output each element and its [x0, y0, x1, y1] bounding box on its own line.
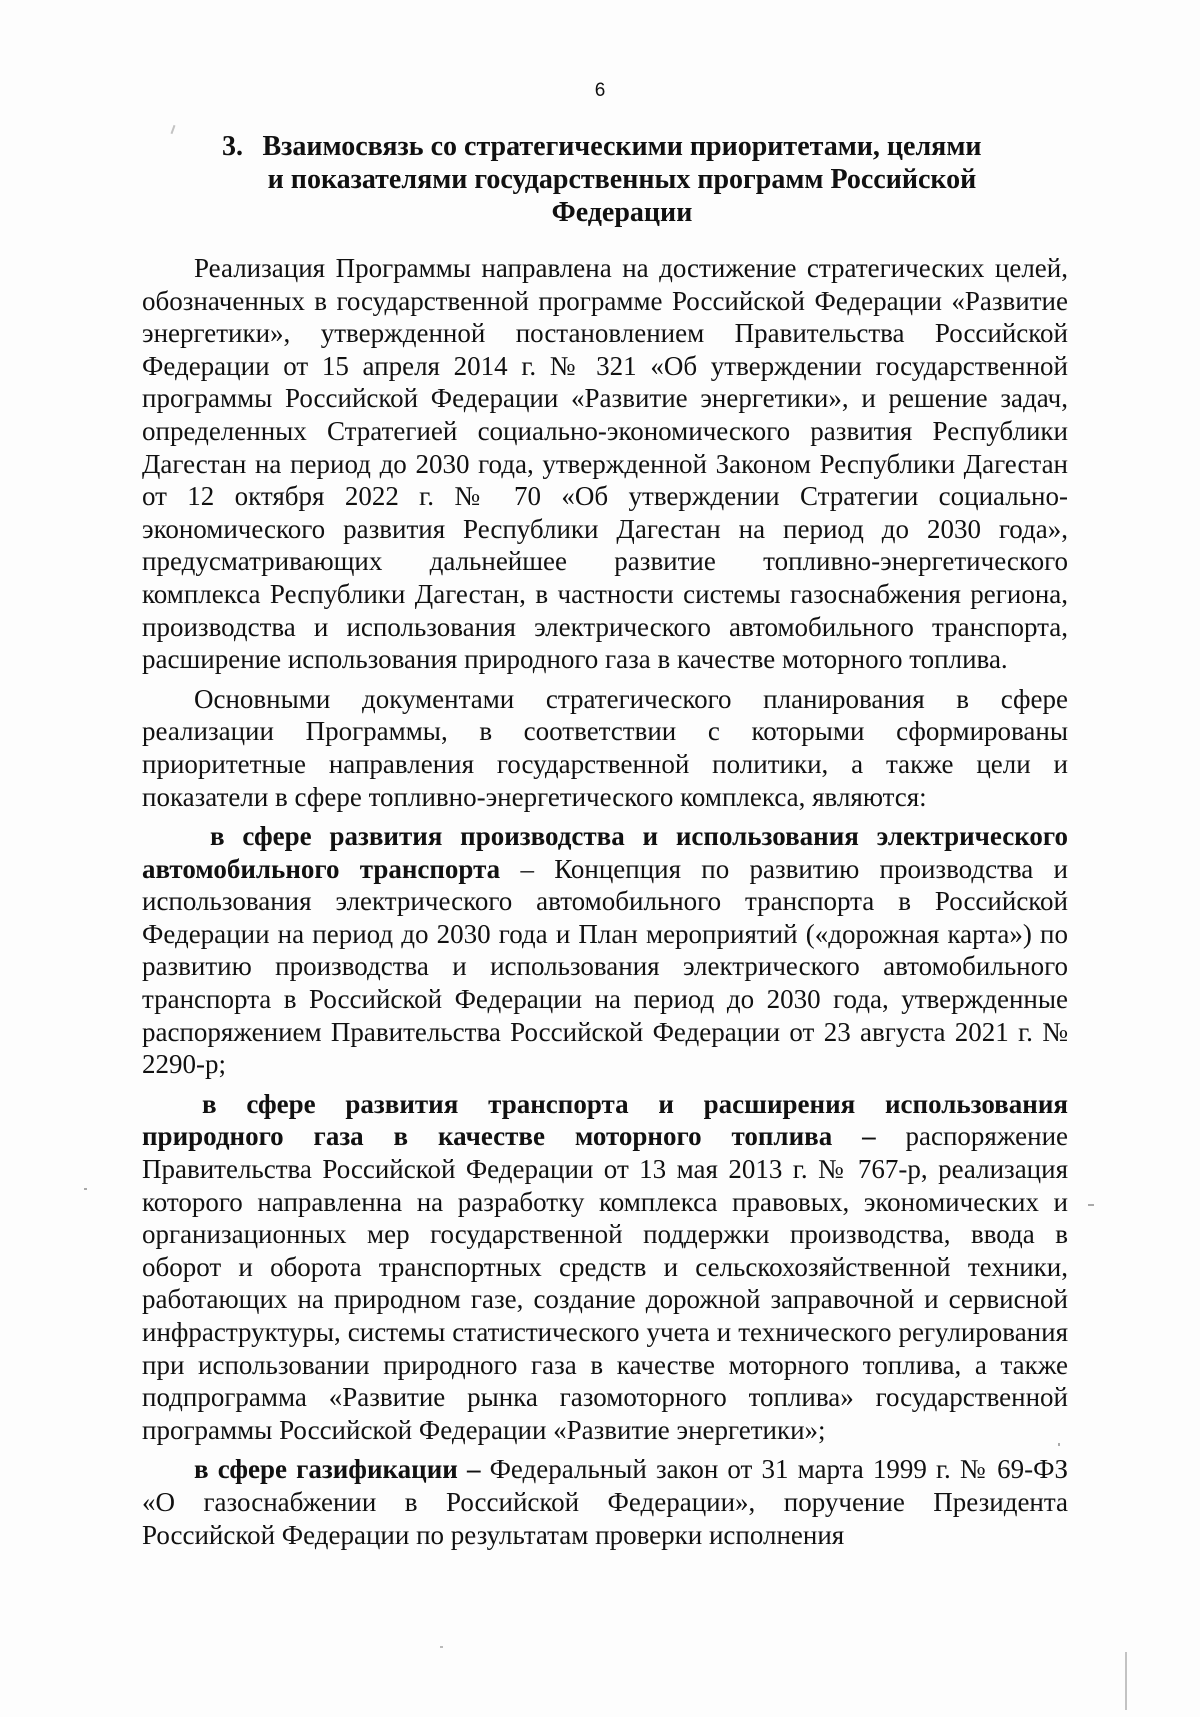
paragraph-documents [142, 683, 1068, 813]
page-number: 6 [594, 80, 606, 101]
document-body [142, 252, 1068, 1558]
section-title: Взаимосвязь со стратегическими приоритетами, целями и показателями государственных программ Российской Федерации [262, 131, 982, 228]
scan-speck [1088, 1204, 1094, 1206]
paragraph-gasification [142, 1453, 1068, 1551]
scan-speck [1125, 1652, 1127, 1710]
paragraph-lead: в сфере газификации – [194, 1454, 481, 1485]
paragraph-text: – Концепция по развитию производства и использования электрического автомобильного транспорта в Российской Федерации на период до 2030 года и План мероприятий («дорожная карта») по развитию производства и использования электрического автомобильного транспорта в Российской Федерации на период до 2030 года, утвержденные распоряжением Правительства Российской Федерации от 23 августа 2021 г. № 2290-р; [142, 853, 1068, 1080]
scan-speck [1058, 1443, 1060, 1446]
paragraph-lead: в сфере развития производства и использования электрического автомобильного транспорта [142, 821, 1068, 884]
paragraph-natural-gas-fuel [142, 1088, 1068, 1447]
scan-speck [171, 125, 176, 134]
scan-speck [440, 1646, 443, 1648]
paragraph-text: Реализация Программы направлена на достижение стратегических целей, обозначенных в государственной программе Российской Федерации «Развитие энергетики», утвержденной постановлением Правительства Российской Федерации от 15 апреля 2014 г. № 321 «Об утверждении государственной программы Российской Федерации «Развитие энергетики», и решение задач, определенных Стратегией социально-экономического развития Республики Дагестан на период до 2030 года, утвержденной Законом Республики Дагестан от 12 октября 2022 г. № 70 «Об утверждении Стратегии социально-экономического развития Республики Дагестан на период до 2030 года», предусматривающих дальнейшее развитие топливно-энергетического комплекса Республики Дагестан, в частности системы газоснабжения региона, производства и использования электрического автомобильного транспорта, расширение использования природного газа в качестве моторного топлива. [142, 253, 1068, 675]
scan-speck [84, 1188, 87, 1190]
paragraph-electric-transport [142, 820, 1068, 1081]
paragraph-goals [142, 252, 1068, 676]
paragraph-lead: в сфере развития транспорта и расширения использования природного газа в качестве моторного топлива – [142, 1088, 1068, 1152]
paragraph-text: Федеральный закон от 31 марта 1999 г. № 69-ФЗ «О газоснабжении в Российской Федерации», поручение Президента Российской Федерации по результатам проверки исполнения [142, 1454, 1068, 1550]
paragraph-text: распоряжение Правительства Российской Федерации от 13 мая 2013 г. № 767-р, реализация которого направленна на разработку комплекса правовых, экономических и организационных мер государственной поддержки производства, ввода в оборот и оборота транспортных средств и сельскохозяйственной техники, работающих на природном газе, создание дорожной заправочной и сервисной инфраструктуры, системы статистического учета и технического регулирования при использовании природного газа в качестве моторного топлива, а также подпрограмма «Развитие рынка газомоторного топлива» государственной программы Российской Федерации «Развитие энергетики»; [142, 1121, 1068, 1445]
paragraph-text: Основными документами стратегического планирования в сфере реализации Программы, в соответствии с которыми сформированы приоритетные направления государственной политики, а также цели и показатели в сфере топливно-энергетического комплекса, являются: [142, 683, 1068, 812]
section-heading [200, 130, 1060, 229]
section-number: 3. [222, 131, 243, 162]
